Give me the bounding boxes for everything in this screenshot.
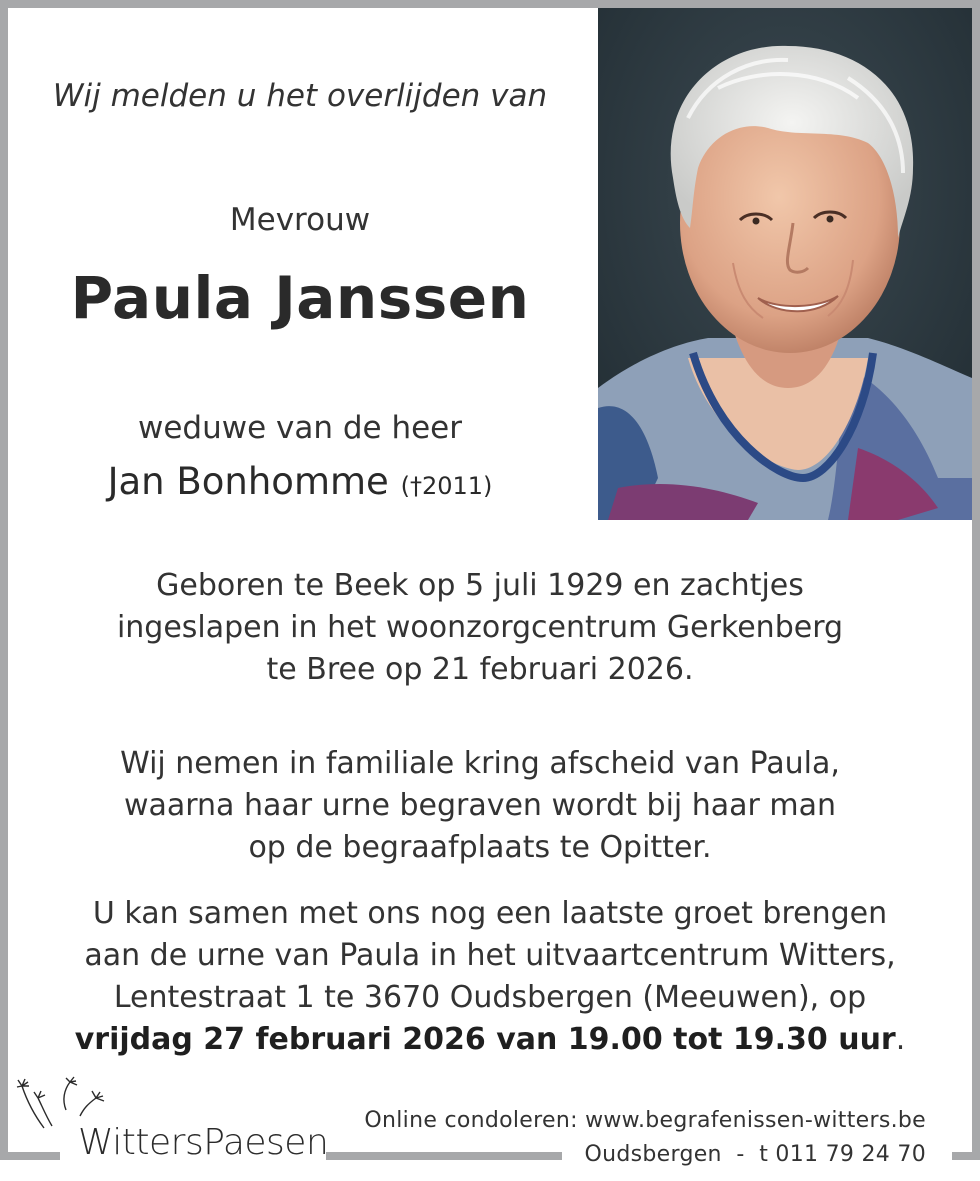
frame-bottom-border-middle <box>326 1152 562 1160</box>
birth-line-3: te Bree op 21 februari 2026. <box>266 652 694 687</box>
birth-line-1: Geboren te Beek op 5 juli 1929 en zachtjes <box>156 568 804 603</box>
spouse-line <box>10 460 590 503</box>
announcement-text: Wij melden u het overlijden van <box>52 78 548 114</box>
visit-line-4 <box>10 1019 970 1061</box>
deceased-name: Paula Janssen <box>70 264 530 332</box>
portrait-photo <box>598 8 972 520</box>
birth-line-2: ingeslapen in het woonzorgcentrum Gerkenberg <box>116 610 844 645</box>
salutation: Mevrouw <box>229 202 371 238</box>
widow-of-text: weduwe van de heer <box>137 410 463 446</box>
farewell-line-1: Wij nemen in familiale kring afscheid van Paula, <box>120 746 840 781</box>
spouse-death-year: (†2011) <box>400 472 493 500</box>
frame-left-border <box>0 0 8 1160</box>
spouse-name: Jan Bonhomme <box>107 460 389 503</box>
wittersPaesen-logo-text: WittersPaesen <box>78 1122 329 1163</box>
visit-line-3: Lentestraat 1 te 3670 Oudsbergen (Meeuwen), op <box>113 980 867 1015</box>
visit-line-2: aan de urne van Paula in het uitvaartcentrum Witters, <box>84 938 896 973</box>
birth-and-death-paragraph <box>20 565 940 691</box>
frame-right-border <box>972 0 980 1160</box>
farewell-line-3: op de begraafplaats te Opitter. <box>248 830 712 865</box>
visit-line-1: U kan samen met ons nog een laatste groet brengen <box>92 896 888 931</box>
farewell-line-2: waarna haar urne begraven wordt bij haar man <box>123 788 837 823</box>
frame-top-border <box>0 0 980 8</box>
farewell-paragraph <box>20 743 940 869</box>
contact-info: Oudsbergen - t 011 79 24 70 <box>584 1142 926 1167</box>
visit-end-period: . <box>895 1022 906 1057</box>
visit-datetime: vrijdag 27 februari 2026 van 19.00 tot 19.30 uur <box>74 1022 896 1057</box>
online-condolence-link[interactable]: Online condoleren: www.begrafenissen-witters.be <box>364 1108 926 1133</box>
visitation-paragraph <box>10 893 970 1061</box>
frame-bottom-border-right <box>952 1152 980 1160</box>
